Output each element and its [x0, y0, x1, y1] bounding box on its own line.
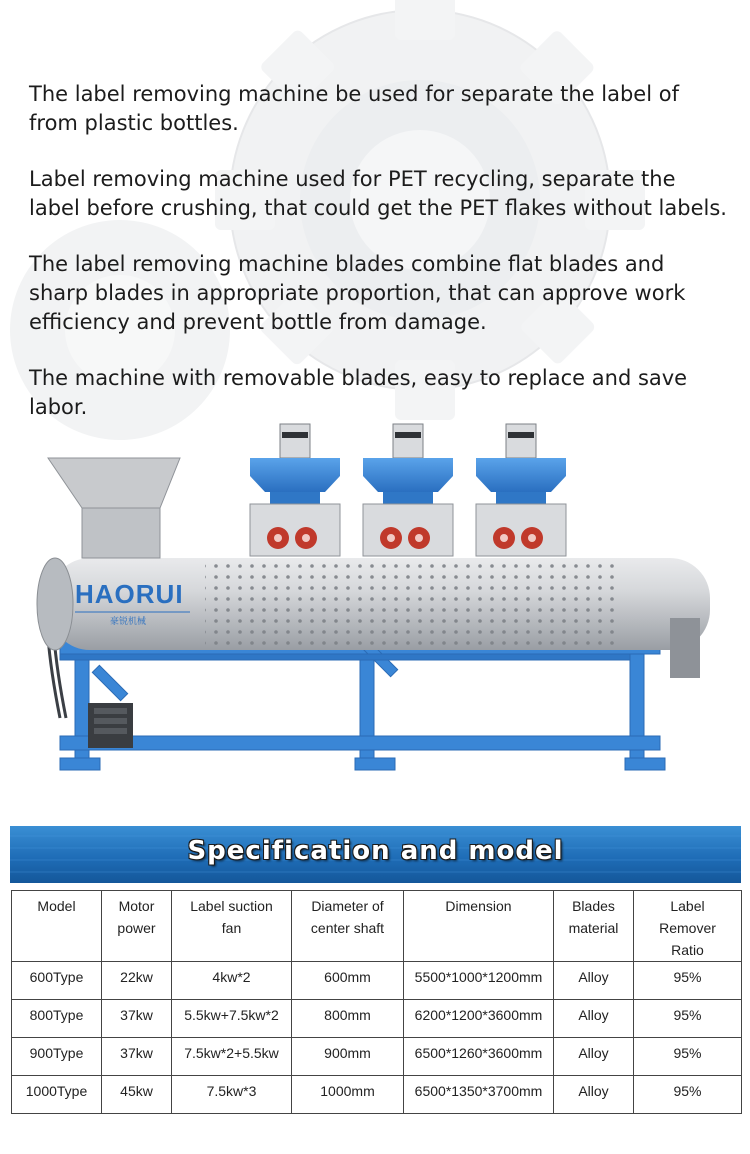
spec-banner — [10, 826, 741, 883]
cell-motor-power: 37kw — [102, 1000, 172, 1038]
cell-suction-fan: 4kw*2 — [172, 962, 292, 1000]
cell-remover-ratio: 95% — [634, 1076, 742, 1114]
cell-remover-ratio: 95% — [634, 962, 742, 1000]
cell-dimension: 6200*1200*3600mm — [404, 1000, 554, 1038]
cell-suction-fan: 7.5kw*2+5.5kw — [172, 1038, 292, 1076]
label-remover-machine-illustration — [30, 418, 730, 790]
intro-text — [29, 80, 729, 449]
cell-dimension: 6500*1350*3700mm — [404, 1076, 554, 1114]
table-row — [12, 962, 742, 1000]
cell-model: 600Type — [12, 962, 102, 1000]
cell-blades-material: Alloy — [554, 962, 634, 1000]
fan-unit-1 — [250, 424, 340, 556]
cell-suction-fan: 5.5kw+7.5kw*2 — [172, 1000, 292, 1038]
cell-model: 900Type — [12, 1038, 102, 1076]
header-dimension: Dimension — [404, 891, 554, 962]
table-row — [12, 1076, 742, 1114]
feed-hopper — [48, 458, 180, 558]
cell-motor-power: 22kw — [102, 962, 172, 1000]
cell-suction-fan: 7.5kw*3 — [172, 1076, 292, 1114]
cell-remover-ratio: 95% — [634, 1038, 742, 1076]
cell-shaft-diameter: 900mm — [292, 1038, 404, 1076]
fan-unit-3 — [476, 424, 566, 556]
cell-blades-material: Alloy — [554, 1038, 634, 1076]
brand-logo: HAORUI — [75, 579, 184, 609]
header-blades-material: Blades material — [554, 891, 634, 962]
intro-paragraph-2: Label removing machine used for PET recycling, separate the label before crushing, that could get the PET flakes without labels. — [29, 167, 727, 220]
header-motor-power: Motor power — [102, 891, 172, 962]
cell-model: 800Type — [12, 1000, 102, 1038]
spec-table-header-row — [12, 891, 742, 962]
frame — [60, 638, 665, 770]
table-row — [12, 1000, 742, 1038]
cell-shaft-diameter: 800mm — [292, 1000, 404, 1038]
cell-motor-power: 45kw — [102, 1076, 172, 1114]
cell-shaft-diameter: 600mm — [292, 962, 404, 1000]
cell-dimension: 6500*1260*3600mm — [404, 1038, 554, 1076]
intro-paragraph-1: The label removing machine be used for separate the label of from plastic bottles. — [29, 82, 679, 135]
cell-motor-power: 37kw — [102, 1038, 172, 1076]
intro-paragraph-4: The machine with removable blades, easy to replace and save labor. — [29, 366, 688, 419]
header-label-suction-fan: Label suction fan — [172, 891, 292, 962]
intro-paragraph-3: The label removing machine blades combine flat blades and sharp blades in appropriate proportion, that can approve work efficiency and prevent bottle from damage. — [29, 252, 686, 334]
spec-table — [11, 890, 742, 1114]
table-row — [12, 1038, 742, 1076]
cell-model: 1000Type — [12, 1076, 102, 1114]
header-diameter-center-shaft: Diameter of center shaft — [292, 891, 404, 962]
cell-blades-material: Alloy — [554, 1000, 634, 1038]
cell-remover-ratio: 95% — [634, 1000, 742, 1038]
header-model: Model — [12, 891, 102, 962]
spec-banner-title: Specification and model — [187, 836, 564, 866]
cell-shaft-diameter: 1000mm — [292, 1076, 404, 1114]
header-label-remover-ratio: Label Remover Ratio — [634, 891, 742, 962]
fan-unit-2 — [363, 424, 453, 556]
brand-subtitle: 豪锐机械 — [110, 617, 147, 627]
cell-blades-material: Alloy — [554, 1076, 634, 1114]
cell-dimension: 5500*1000*1200mm — [404, 962, 554, 1000]
